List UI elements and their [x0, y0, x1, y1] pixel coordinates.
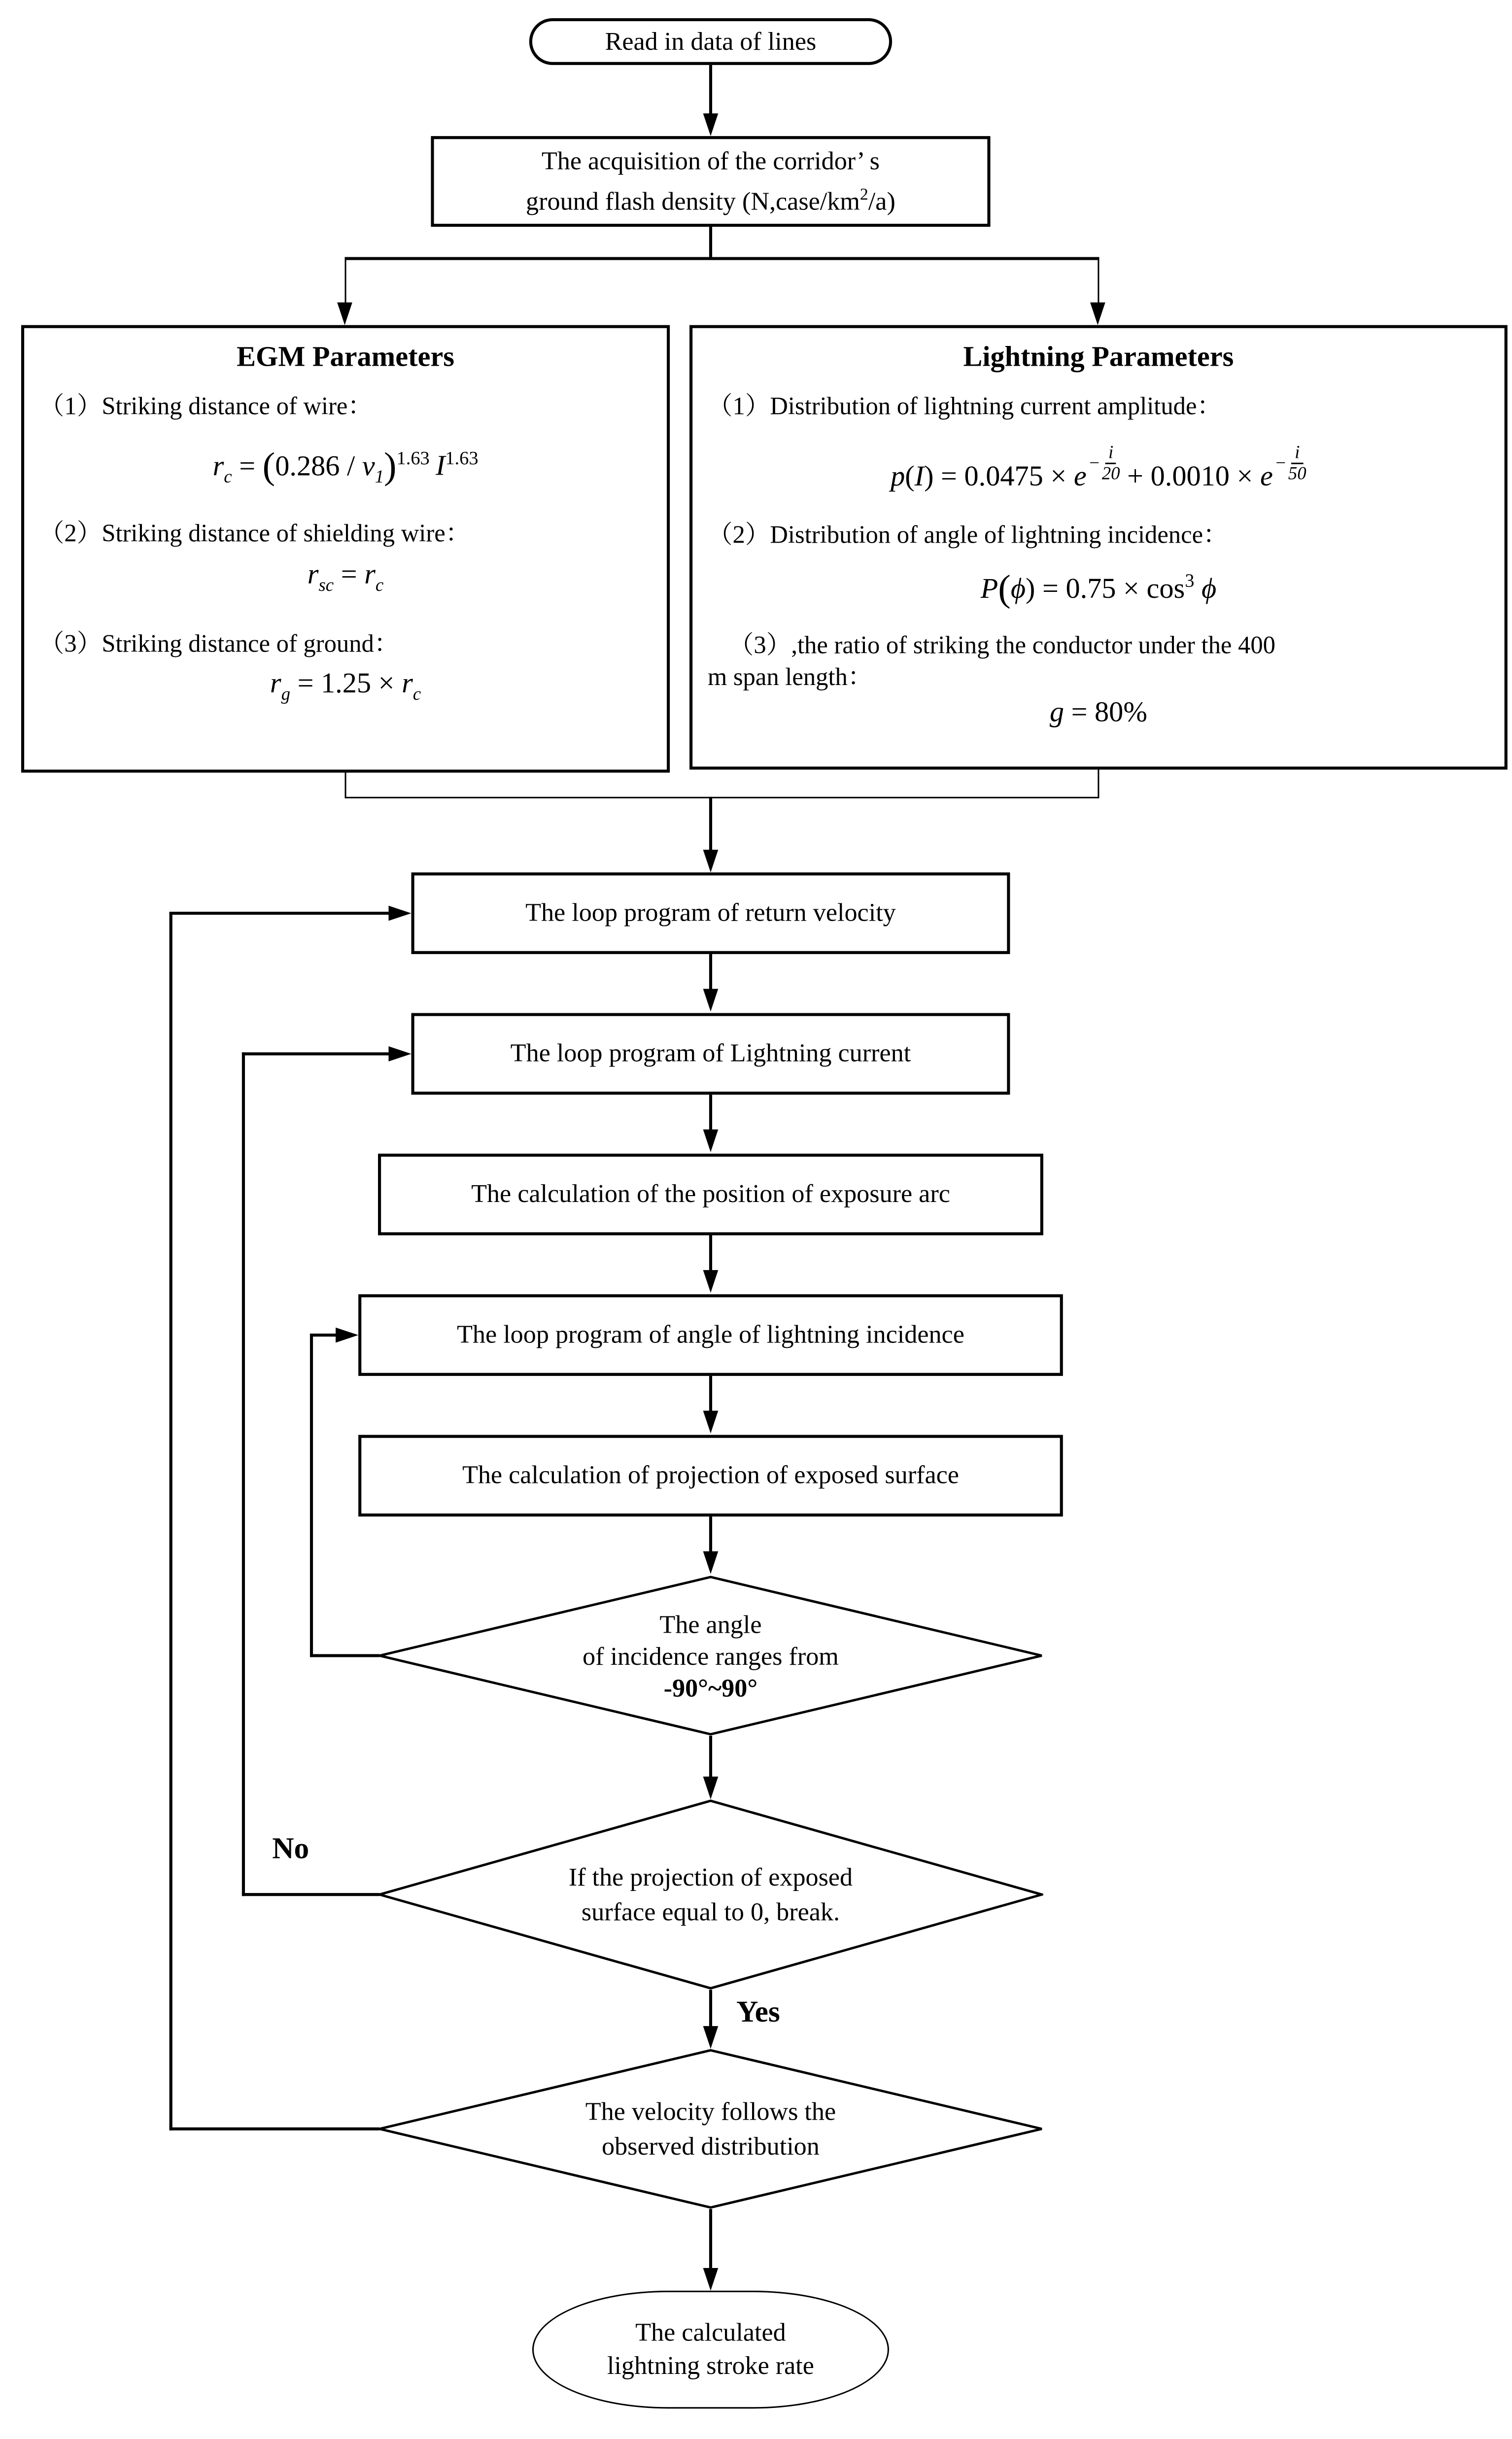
connector-al-pr	[709, 1376, 712, 1412]
lightning-title: Lightning Parameters	[963, 342, 1234, 374]
egm-title: EGM Parameters	[237, 342, 454, 374]
acquisition-box	[431, 136, 990, 227]
arrowhead-feedback-al	[336, 1327, 358, 1342]
feedback-lc-bottom-line	[242, 1893, 379, 1896]
angle-range-diamond	[378, 1576, 1043, 1736]
arrowhead-lightning	[1090, 303, 1105, 325]
acquisition-line1: The acquisition of the corridor’ s	[541, 146, 880, 175]
connector-pr-d1	[709, 1516, 712, 1553]
return-velocity-box	[411, 872, 1010, 954]
lp-f1-den2: 50	[1288, 462, 1306, 483]
end-line1: The calculated	[635, 2318, 786, 2347]
egm-f2-r2: r	[364, 559, 376, 591]
projection-box	[358, 1435, 1063, 1517]
arrowhead-ea	[702, 1130, 718, 1152]
egm-f3-r1: r	[270, 668, 281, 700]
feedback-lc-vertical-line	[242, 1052, 244, 1895]
arrowhead-d2	[702, 1777, 718, 1799]
lp-f1-minus1: −	[1088, 452, 1100, 474]
arrowhead-feedback-rv	[388, 905, 411, 920]
lp-f1-I: I	[914, 461, 925, 493]
feedback-rv-vertical-line	[170, 912, 172, 2130]
lp-f1-num1: i	[1105, 443, 1117, 464]
feedback-rv-top-line	[170, 912, 390, 915]
connector-rv-lc	[709, 954, 712, 991]
return-velocity-label: The loop program of return velocity	[525, 898, 896, 927]
lp-f1-den1: 20	[1101, 462, 1120, 483]
lp-f3-val: = 80%	[1064, 697, 1147, 730]
lp-f1-num2: i	[1292, 443, 1303, 464]
yes-branch-label: Yes	[736, 1995, 780, 2029]
velocity-distribution-text	[378, 2049, 1043, 2209]
angle-loop-label: The loop program of angle of lightning incidence	[457, 1320, 964, 1349]
no-branch-label: No	[272, 1832, 309, 1866]
egm-f2-sub1: sc	[318, 574, 334, 596]
arrowhead-lc	[702, 989, 718, 1011]
feedback-al-vertical-line	[310, 1334, 312, 1656]
arrowhead-acquisition	[702, 113, 718, 136]
egm-f1-exp2: 1.63	[445, 447, 479, 469]
connector-lc-ea	[709, 1095, 712, 1131]
projection-label: The calculation of projection of exposed surface	[462, 1460, 959, 1489]
connector-lightning-merge	[1097, 770, 1100, 798]
arrowhead-d3	[702, 2026, 718, 2049]
egm-formula-rg	[270, 667, 421, 712]
egm-formula-rsc	[308, 558, 384, 603]
lp-f1-frac1	[1102, 443, 1120, 482]
egm-f3-r2: r	[402, 668, 413, 700]
lightning-item-1: （1）Distribution of lightning current amplitude：	[707, 391, 1222, 420]
end-terminator	[532, 2291, 889, 2408]
lightning-current-label: The loop program of Lightning current	[510, 1038, 911, 1068]
connector-d1-d2	[709, 1736, 712, 1778]
angle-range-text	[378, 1576, 1043, 1736]
lightning-formula-pphi	[981, 563, 1217, 609]
egm-item-1: （1）Striking distance of wire：	[39, 391, 373, 420]
lightning-item-3-line2: m span length：	[707, 663, 873, 692]
velocity-distribution-line1: The velocity follows the	[585, 2097, 836, 2126]
start-terminator	[529, 18, 892, 65]
lp-f1-exp1	[1088, 443, 1120, 482]
end-line2: lightning stroke rate	[607, 2351, 814, 2380]
lp-f2-P: P	[980, 574, 998, 606]
egm-parameters-box	[21, 325, 670, 773]
acquisition-line2	[526, 178, 895, 218]
arrowhead-egm	[337, 303, 352, 325]
exposure-arc-label: The calculation of the position of exposure arc	[471, 1179, 950, 1208]
lightning-current-box	[411, 1013, 1010, 1095]
acquisition-km-sup: 2	[859, 185, 868, 204]
egm-f1-r: r	[212, 451, 224, 483]
egm-f2-r1: r	[307, 559, 319, 591]
lightning-parameters-box	[689, 325, 1508, 770]
feedback-al-top-line	[310, 1334, 337, 1337]
lp-f1-e1: e	[1073, 461, 1087, 493]
arrowhead-end	[702, 2268, 718, 2291]
lightning-formula-pi	[891, 443, 1306, 496]
lp-f1-eq: ) = 0.0475 ×	[924, 461, 1074, 493]
projection-zero-line2: surface equal to 0, break.	[581, 1897, 840, 1926]
egm-item-3: （3）Striking distance of ground：	[39, 629, 399, 658]
lp-f2-cube: 3	[1185, 570, 1195, 591]
connector-split-lightning	[1097, 257, 1100, 304]
angle-range-line3: -90°~90°	[663, 1673, 758, 1702]
arrowhead-rv	[702, 850, 718, 872]
egm-f1-num: 0.286 /	[275, 451, 362, 483]
lightning-item-2: （2）Distribution of angle of lightning incidence：	[707, 520, 1228, 549]
velocity-distribution-line2: observed distribution	[602, 2131, 820, 2161]
lp-f2-body: ) = 0.75 × cos	[1026, 574, 1185, 606]
feedback-rv-bottom-line	[170, 2128, 379, 2130]
connector-d2-d3	[709, 1990, 712, 2027]
projection-zero-text	[378, 1799, 1043, 1990]
merge-horizontal-line	[345, 796, 1100, 798]
egm-f1-rparen: )	[384, 447, 397, 487]
egm-f1-rsub: c	[224, 466, 232, 487]
angle-loop-box	[358, 1294, 1063, 1376]
egm-f3-eq: = 1.25 ×	[290, 668, 402, 700]
arrowhead-d1	[702, 1551, 718, 1574]
feedback-al-bottom-line	[310, 1654, 379, 1657]
connector-merge-rv	[709, 797, 712, 851]
lp-f2-phi1: ϕ	[1010, 574, 1026, 606]
start-label: Read in data of lines	[605, 26, 817, 55]
exposure-arc-box	[378, 1154, 1043, 1236]
egm-item-2: （2）Striking distance of shielding wire：	[39, 518, 471, 548]
lp-f3-g: g	[1049, 697, 1065, 730]
lp-f1-frac2	[1288, 443, 1306, 482]
lp-f1-e2: e	[1260, 461, 1273, 493]
arrowhead-al	[702, 1270, 718, 1293]
feedback-lc-top-line	[242, 1053, 390, 1055]
egm-f1-eq: =	[232, 451, 263, 483]
connector-start-acquisition	[709, 65, 712, 115]
egm-f1-exp1: 1.63	[396, 447, 430, 469]
lightning-item-3-line1: （3）,the ratio of striking the conductor under the 400	[728, 631, 1276, 660]
connector-split-egm	[344, 257, 347, 304]
arrowhead-pr	[702, 1410, 718, 1433]
projection-zero-diamond	[378, 1799, 1043, 1990]
angle-range-line1: The angle	[659, 1609, 762, 1639]
lp-f2-phi2: ϕ	[1194, 574, 1217, 606]
lightning-formula-g	[1050, 696, 1147, 733]
connector-egm-merge	[344, 773, 347, 798]
egm-f1-vsub: 1	[375, 466, 384, 487]
egm-f3-sub1: g	[281, 683, 291, 704]
lp-f2-lparen: (	[998, 569, 1011, 610]
lp-f1-lparen: (	[905, 461, 915, 493]
lp-f1-minus2: −	[1274, 452, 1287, 474]
angle-range-line2: of incidence ranges from	[582, 1641, 839, 1670]
egm-f2-eq: =	[334, 559, 365, 591]
acquisition-line2-tail: /a)	[868, 186, 895, 215]
split-horizontal-line	[345, 257, 1100, 260]
egm-f1-I: I	[435, 451, 446, 483]
arrowhead-feedback-lc	[388, 1046, 411, 1061]
connector-acquisition-split	[709, 227, 712, 257]
connector-ea-al	[709, 1236, 712, 1272]
egm-f3-sub2: c	[412, 683, 421, 704]
lp-f1-p: p	[891, 461, 905, 493]
egm-formula-rc	[213, 440, 479, 495]
velocity-distribution-diamond	[378, 2049, 1043, 2209]
connector-d3-end	[709, 2209, 712, 2269]
projection-zero-line1: If the projection of exposed	[568, 1862, 853, 1892]
egm-f2-sub2: c	[375, 574, 384, 596]
lp-f1-exp2	[1274, 443, 1306, 482]
egm-f1-v: v	[362, 451, 375, 483]
egm-f1-lparen: (	[262, 447, 275, 487]
lp-f1-plus: + 0.0010 ×	[1120, 461, 1260, 493]
acquisition-line2-text: ground flash density (N,case/km	[526, 186, 860, 215]
